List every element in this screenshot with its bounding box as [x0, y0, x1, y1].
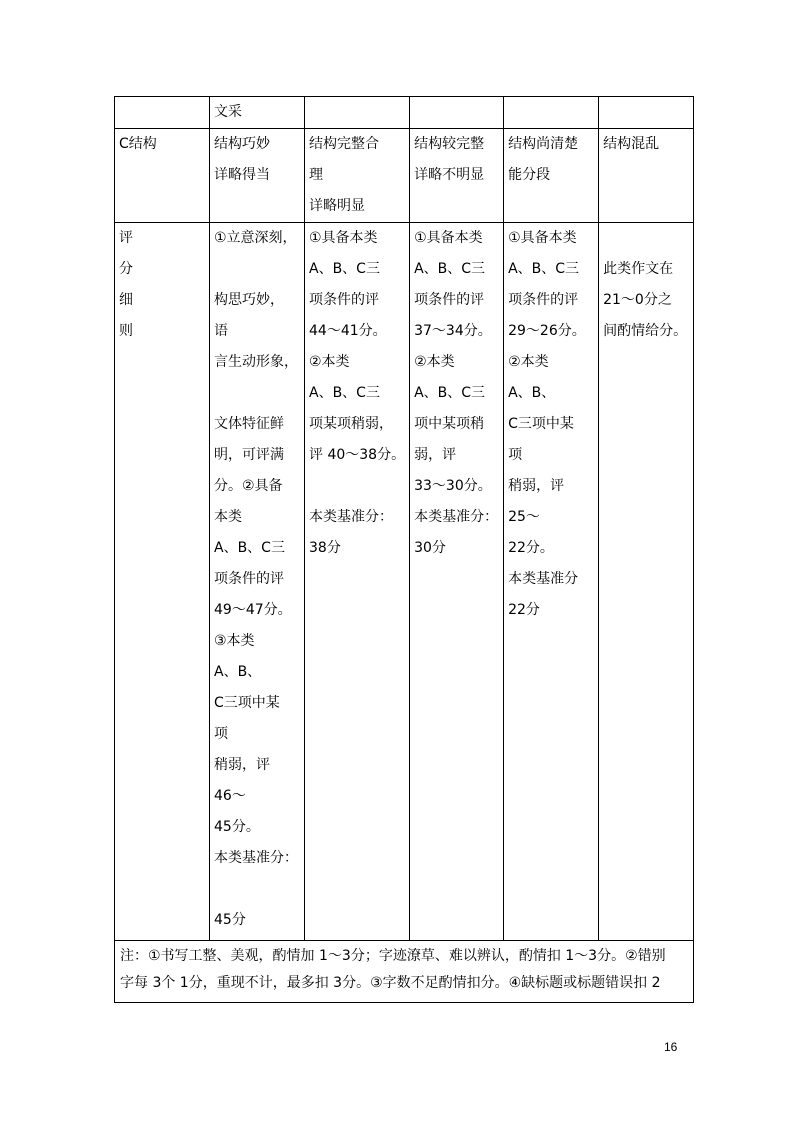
cell-line: 语 — [214, 323, 228, 339]
cell-empty — [115, 97, 210, 129]
cell-line: ①具备本类 — [414, 230, 483, 246]
cell-line: 能分段 — [508, 167, 551, 183]
cell-empty — [504, 97, 599, 129]
cell-line: 间酌情给分。 — [603, 323, 688, 339]
cell-line: 结构较完整 — [414, 136, 485, 152]
cell-empty — [305, 97, 410, 129]
cell-line: 文采 — [214, 104, 242, 120]
cell-line: A、B、C三 — [414, 385, 486, 401]
cell-line: 25～ — [508, 509, 540, 525]
note-line-2: 字每 3个 1分，重现不计，最多扣 3分。③字数不足酌情扣分。④缺标题或标题错误扣 2 — [120, 975, 661, 991]
cell-line: 项条件的评 — [309, 292, 379, 308]
cell-line: A、B、 — [508, 385, 556, 401]
cell-line: 评 — [119, 230, 133, 246]
note-line-1: 注：①书写工整、美观，酌情加 1～3分；字迹潦草、难以辨认，酌情扣 1～3分。②错别 — [120, 948, 666, 964]
cell-line: 详略明显 — [309, 198, 365, 214]
cell-line: C三项中某 — [214, 695, 280, 711]
cell-line: A、B、C三 — [414, 261, 486, 277]
cell-line: 29～26分。 — [508, 323, 586, 339]
cell-line: 文体特征鲜 — [214, 416, 284, 432]
cell-structure-level-3 — [410, 129, 504, 223]
cell-note — [115, 941, 694, 1003]
cell-line: 项条件的评 — [508, 292, 579, 308]
cell-scoring-level-4 — [504, 223, 599, 941]
cell-line: 详略不明显 — [414, 167, 485, 183]
cell-line: 项 — [508, 447, 523, 463]
cell-line: 详略得当 — [214, 167, 270, 183]
cell-structure-level-1 — [210, 129, 305, 223]
cell-line: 弱，评 — [414, 447, 457, 463]
cell-structure-level-4 — [504, 129, 599, 223]
cell-line: 30分 — [414, 540, 446, 556]
cell-line: 评 40～38分。 — [309, 447, 406, 463]
cell-line: 44～41分。 — [309, 323, 387, 339]
table-row-note — [115, 941, 694, 1003]
cell-scoring-label — [115, 223, 210, 941]
cell-structure-level-5 — [599, 129, 694, 223]
table-row-scoring — [115, 223, 694, 941]
cell-line: 本类基准分： — [309, 509, 393, 525]
cell-line: 项某项稍弱， — [309, 416, 393, 432]
cell-line: A、B、 — [214, 664, 262, 680]
cell-line: 45分 — [214, 912, 246, 928]
page-number: 16 — [664, 1040, 678, 1054]
cell-line: 明，可评满 — [214, 447, 284, 463]
cell-line: 项中某项稍 — [414, 416, 485, 432]
cell-structure-label — [115, 129, 210, 223]
cell-line: 项条件的评 — [214, 571, 284, 587]
cell-line: ②本类 — [414, 354, 455, 370]
cell-line: 此类作文在 — [603, 261, 674, 277]
cell-line: 分 — [119, 261, 133, 277]
cell-line: ①具备本类 — [309, 230, 378, 246]
cell-line: A、B、C三 — [309, 261, 380, 277]
cell-line: 结构巧妙 — [214, 136, 270, 152]
cell-line: ①具备本类 — [508, 230, 577, 246]
scoring-table — [114, 96, 694, 1003]
cell-line: 本类基准分： — [414, 509, 499, 525]
cell-line: 结构尚清楚 — [508, 136, 579, 152]
cell-line: ③本类 — [214, 633, 255, 649]
cell-empty — [599, 97, 694, 129]
cell-line: 稍弱，评 — [508, 478, 565, 494]
table-row-structure — [115, 129, 694, 223]
cell-line: 本类基准分 — [508, 571, 579, 587]
cell-line: ②本类 — [309, 354, 350, 370]
cell-line: 项条件的评 — [414, 292, 485, 308]
cell-line: A、B、C三 — [309, 385, 380, 401]
cell-line: 38分 — [309, 540, 341, 556]
cell-line: 项 — [214, 726, 228, 742]
cell-line: 33～30分。 — [414, 478, 492, 494]
cell-line: 则 — [119, 323, 133, 339]
cell-line: 本类基准分： — [214, 850, 298, 866]
cell-line: 45分。 — [214, 819, 260, 835]
cell-line — [214, 874, 300, 905]
cell-line: 21～0分之 — [603, 292, 672, 308]
cell-line: 46～ — [214, 788, 246, 804]
cell-line: 构思巧妙， — [214, 292, 284, 308]
cell-structure-level-2 — [305, 129, 410, 223]
cell-line: 结构混乱 — [603, 136, 660, 152]
cell-line: ②本类 — [508, 354, 549, 370]
cell-line — [214, 254, 300, 285]
cell-wencai-label — [210, 97, 305, 129]
cell-line: 本类 — [214, 509, 242, 525]
cell-line: 言生动形象， — [214, 354, 298, 370]
cell-line: C三项中某 — [508, 416, 574, 432]
cell-line — [603, 223, 689, 254]
cell-scoring-level-3 — [410, 223, 504, 941]
cell-empty — [410, 97, 504, 129]
cell-line: 49～47分。 — [214, 602, 292, 618]
cell-line: 22分 — [508, 602, 540, 618]
cell-line: 分。②具备 — [214, 478, 283, 494]
cell-scoring-level-2 — [305, 223, 410, 941]
cell-line: 37～34分。 — [414, 323, 492, 339]
cell-line: 细 — [119, 292, 133, 308]
table-row-wencai — [115, 97, 694, 129]
cell-line — [309, 471, 405, 502]
cell-line: A、B、C三 — [214, 540, 285, 556]
cell-line: A、B、C三 — [508, 261, 580, 277]
cell-line: 结构完整合 — [309, 136, 379, 152]
cell-line: 22分。 — [508, 540, 554, 556]
cell-line: 理 — [309, 167, 323, 183]
cell-line: 稍弱，评 — [214, 757, 270, 773]
cell-line — [214, 378, 300, 409]
cell-scoring-level-1 — [210, 223, 305, 941]
cell-line: C结构 — [119, 136, 157, 152]
cell-line: ①立意深刻， — [214, 230, 297, 246]
cell-scoring-level-5 — [599, 223, 694, 941]
